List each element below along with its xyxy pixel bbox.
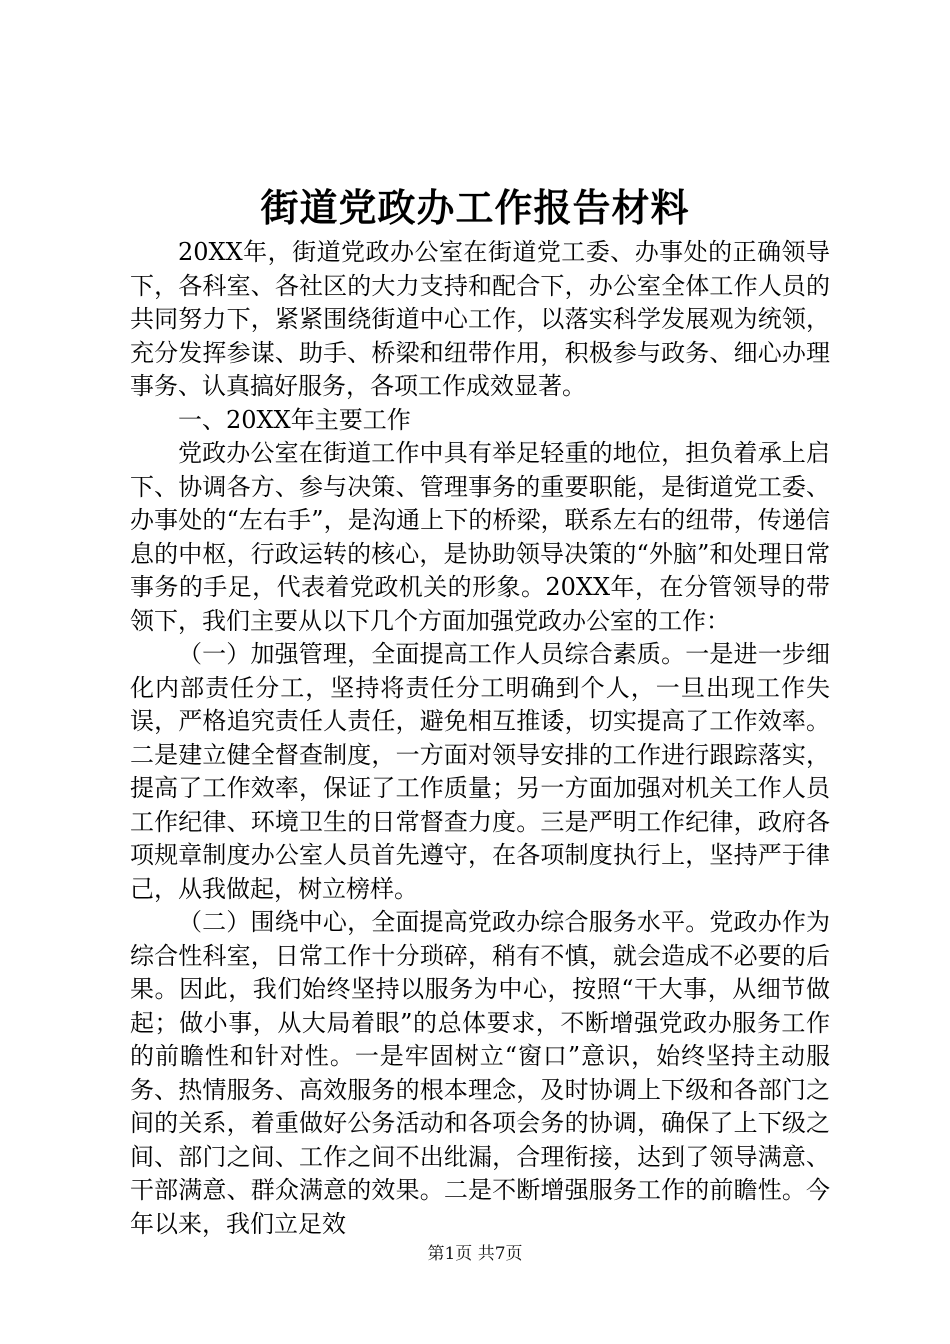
paragraph-item-1: （一）加强管理，全面提高工作人员综合素质。一是进一步细化内部责任分工，坚持将责任分工明确到个人，一旦出现工作失误，严格追究责任人责任，避免相互推诿，切实提高了工作效率。二是建立健全督查制度，一方面对领导安排的工作进行跟踪落实，提高了工作效率，保证了工作质量；另一方面加强对机关工作人员工作纪律、环境卫生的日常督查力度。三是严明工作纪律，政府各项规章制度办公室人员首先遵守，在各项制度执行上，坚持严于律己，从我做起，树立榜样。 (130, 640, 830, 903)
paragraph-item-2: （二）围绕中心，全面提高党政办综合服务水平。党政办作为综合性科室，日常工作十分琐碎，稍有不慎，就会造成不必要的后果。因此，我们始终坚持以服务为中心，按照“干大事，从细节做起；做小事，从大局着眼”的总体要求，不断增强党政办服务工作的前瞻性和针对性。一是牢固树立“窗口”意识，始终坚持主动服务、热情服务、高效服务的根本理念，及时协调上下级和各部门之间的关系，着重做好公务活动和各项会务的协调，确保了上下级之间、部门之间、工作之间不出纰漏，合理衔接，达到了领导满意、干部满意、群众满意的效果。二是不断增强服务工作的前瞻性。今年以来，我们立足效 (130, 908, 830, 1238)
paragraph-intro: 20XX年，街道党政办公室在街道党工委、办事处的正确领导下，各科室、各社区的大力支持和配合下，办公室全体工作人员的共同努力下，紧紧围绕街道中心工作，以落实科学发展观为统领，充分发挥参谋、助手、桥梁和纽带作用，积极参与政务、细心办理事务、认真搞好服务，各项工作成效显著。 (130, 238, 830, 400)
section-heading: 一、20XX年主要工作 (178, 405, 411, 434)
document-title: 街道党政办工作报告材料 (260, 185, 690, 230)
paragraph-role: 党政办公室在街道工作中具有举足轻重的地位，担负着承上启下、协调各方、参与决策、管理事务的重要职能，是街道党工委、办事处的“左右手”，是沟通上下的桥梁，联系左右的纽带，传递信息的中枢，行政运转的核心，是协助领导决策的“外脑”和处理日常事务的手足，代表着党政机关的形象。20XX年，在分管领导的带领下，我们主要从以下几个方面加强党政办公室的工作： (130, 439, 830, 635)
page-number-footer: 第1页 共7页 (427, 1244, 523, 1264)
document-body (130, 236, 830, 1241)
